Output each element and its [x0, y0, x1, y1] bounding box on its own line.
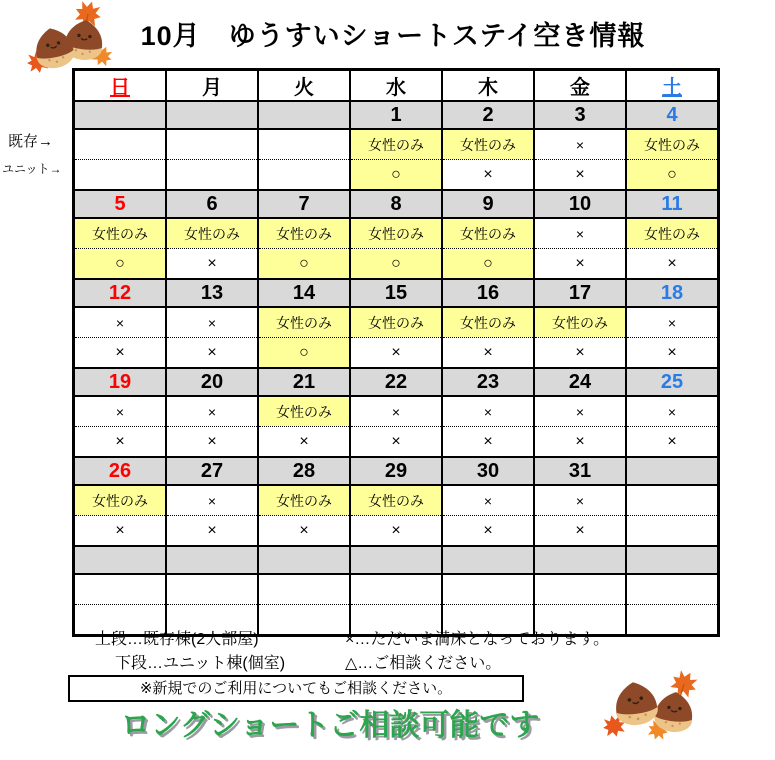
unit-building-status-cell: × [626, 249, 719, 280]
date-cell: 27 [166, 457, 258, 485]
date-cell [534, 546, 626, 574]
unit-building-status-cell: × [166, 338, 258, 369]
unit-building-status-cell: × [350, 516, 442, 547]
date-cell: 12 [74, 279, 167, 307]
unit-building-status-cell: × [74, 338, 167, 369]
unit-building-status-cell [626, 605, 719, 636]
existing-building-status-cell: 女性のみ [350, 485, 442, 516]
date-cell: 19 [74, 368, 167, 396]
existing-building-status-cell: × [166, 396, 258, 427]
unit-building-status-cell: × [258, 427, 350, 458]
long-short-banner: ロングショートご相談可能です [120, 709, 540, 742]
unit-building-row-label: ユニット→ [2, 162, 62, 176]
date-cell: 6 [166, 190, 258, 218]
date-cell: 4 [626, 101, 719, 129]
unit-building-status-cell: × [534, 249, 626, 280]
date-cell: 20 [166, 368, 258, 396]
lower-row [74, 516, 719, 547]
existing-building-status-cell [74, 129, 167, 160]
date-cell: 22 [350, 368, 442, 396]
lower-row [74, 160, 719, 191]
date-row [74, 457, 719, 485]
existing-building-status-cell: 女性のみ [442, 129, 534, 160]
lower-row [74, 338, 719, 369]
unit-building-status-cell: × [258, 516, 350, 547]
weekday-header: 月 [166, 70, 258, 102]
existing-building-status-cell: × [442, 485, 534, 516]
unit-building-status-cell: ○ [442, 249, 534, 280]
unit-building-status-cell: × [442, 160, 534, 191]
existing-building-status-cell: 女性のみ [74, 485, 167, 516]
weekday-header: 水 [350, 70, 442, 102]
unit-building-status-cell: × [534, 338, 626, 369]
date-cell: 30 [442, 457, 534, 485]
date-cell: 8 [350, 190, 442, 218]
weekday-header: 火 [258, 70, 350, 102]
unit-building-status-cell: × [442, 338, 534, 369]
existing-building-status-cell: 女性のみ [626, 218, 719, 249]
date-cell: 21 [258, 368, 350, 396]
existing-building-status-cell [258, 129, 350, 160]
existing-building-status-cell [626, 574, 719, 605]
existing-building-row-label: 既存→ [8, 133, 54, 150]
unit-building-status-cell [626, 516, 719, 547]
date-cell [258, 546, 350, 574]
upper-row [74, 218, 719, 249]
existing-building-status-cell: 女性のみ [534, 307, 626, 338]
date-cell: 29 [350, 457, 442, 485]
existing-building-status-cell: 女性のみ [166, 218, 258, 249]
date-cell [626, 457, 719, 485]
existing-building-status-cell: × [166, 307, 258, 338]
existing-building-status-cell: × [534, 485, 626, 516]
existing-building-status-cell: × [626, 396, 719, 427]
existing-building-status-cell: 女性のみ [350, 218, 442, 249]
date-cell [258, 101, 350, 129]
new-user-note: ※新規でのご利用についてもご相談ください。 [68, 675, 524, 702]
date-cell [74, 101, 167, 129]
unit-building-status-cell: ○ [350, 249, 442, 280]
existing-building-status-cell: 女性のみ [74, 218, 167, 249]
existing-building-status-cell [626, 485, 719, 516]
unit-building-status-cell: ○ [258, 338, 350, 369]
existing-building-status-cell [74, 574, 167, 605]
existing-building-status-cell: 女性のみ [626, 129, 719, 160]
existing-building-status-cell [350, 574, 442, 605]
existing-building-status-cell [166, 574, 258, 605]
existing-building-status-cell: × [350, 396, 442, 427]
unit-building-status-cell: × [166, 427, 258, 458]
existing-building-status-cell: 女性のみ [442, 218, 534, 249]
weekday-header: 金 [534, 70, 626, 102]
date-cell: 14 [258, 279, 350, 307]
existing-building-status-cell: 女性のみ [258, 307, 350, 338]
date-cell [74, 546, 167, 574]
chestnuts-maple-leaves-icon [596, 668, 714, 750]
existing-building-status-cell: × [74, 307, 167, 338]
unit-building-status-cell: × [350, 338, 442, 369]
legend-upper-row: 上段…既存棟(2人部屋) [95, 631, 259, 648]
date-cell: 26 [74, 457, 167, 485]
date-cell: 9 [442, 190, 534, 218]
unit-building-status-cell: × [534, 160, 626, 191]
date-cell: 2 [442, 101, 534, 129]
unit-building-status-cell: × [534, 427, 626, 458]
unit-building-status-cell: × [534, 516, 626, 547]
lower-row [74, 249, 719, 280]
unit-building-status-cell: × [626, 427, 719, 458]
unit-building-status-cell [258, 605, 350, 636]
weekday-header-row [74, 70, 719, 102]
legend-consult-mark: △…ご相談ください。 [345, 655, 502, 672]
date-cell: 28 [258, 457, 350, 485]
weekday-header: 木 [442, 70, 534, 102]
date-cell: 24 [534, 368, 626, 396]
unit-building-status-cell: × [166, 516, 258, 547]
unit-building-status-cell: × [350, 427, 442, 458]
date-cell: 23 [442, 368, 534, 396]
unit-building-status-cell [258, 160, 350, 191]
upper-row [74, 574, 719, 605]
unit-building-status-cell: × [442, 516, 534, 547]
date-cell [350, 546, 442, 574]
existing-building-status-cell: × [534, 129, 626, 160]
date-cell: 7 [258, 190, 350, 218]
lower-row [74, 427, 719, 458]
unit-building-status-cell [74, 160, 167, 191]
unit-building-status-cell: × [626, 338, 719, 369]
existing-building-status-cell: 女性のみ [350, 129, 442, 160]
unit-building-status-cell: × [442, 427, 534, 458]
weekday-header: 土 [626, 70, 719, 102]
weekday-header: 日 [74, 70, 167, 102]
existing-building-status-cell [166, 129, 258, 160]
date-row [74, 368, 719, 396]
existing-building-status-cell: × [442, 396, 534, 427]
existing-building-status-cell [442, 574, 534, 605]
existing-building-status-cell [534, 574, 626, 605]
availability-calendar [72, 68, 720, 637]
existing-building-status-cell: × [534, 218, 626, 249]
existing-building-status-cell: 女性のみ [350, 307, 442, 338]
date-cell: 3 [534, 101, 626, 129]
date-cell: 16 [442, 279, 534, 307]
existing-building-status-cell: 女性のみ [258, 396, 350, 427]
unit-building-status-cell: ○ [350, 160, 442, 191]
upper-row [74, 485, 719, 516]
date-row [74, 190, 719, 218]
date-cell: 1 [350, 101, 442, 129]
unit-building-status-cell: ○ [626, 160, 719, 191]
unit-building-status-cell [166, 160, 258, 191]
chestnuts-maple-leaves-icon [16, 0, 118, 76]
date-cell [626, 546, 719, 574]
date-cell: 5 [74, 190, 167, 218]
upper-row [74, 129, 719, 160]
date-cell: 25 [626, 368, 719, 396]
date-cell: 11 [626, 190, 719, 218]
upper-row [74, 396, 719, 427]
unit-building-status-cell: × [74, 427, 167, 458]
unit-building-status-cell: ○ [258, 249, 350, 280]
legend-lower-row: 下段…ユニット棟(個室) [115, 655, 286, 672]
date-cell [166, 546, 258, 574]
upper-row [74, 307, 719, 338]
unit-building-status-cell: × [166, 249, 258, 280]
date-cell [442, 546, 534, 574]
date-row [74, 546, 719, 574]
unit-building-status-cell: × [74, 516, 167, 547]
date-row [74, 279, 719, 307]
existing-building-status-cell: × [534, 396, 626, 427]
existing-building-status-cell: × [166, 485, 258, 516]
existing-building-status-cell: × [74, 396, 167, 427]
date-cell [166, 101, 258, 129]
existing-building-status-cell: 女性のみ [258, 218, 350, 249]
unit-building-status-cell: ○ [74, 249, 167, 280]
date-cell: 10 [534, 190, 626, 218]
date-cell: 17 [534, 279, 626, 307]
date-cell: 31 [534, 457, 626, 485]
existing-building-status-cell: 女性のみ [442, 307, 534, 338]
page-title: 10月 ゆうすいショートステイ空き情報 [140, 21, 646, 51]
existing-building-status-cell: 女性のみ [258, 485, 350, 516]
existing-building-status-cell [258, 574, 350, 605]
date-cell: 13 [166, 279, 258, 307]
date-cell: 15 [350, 279, 442, 307]
existing-building-status-cell: × [626, 307, 719, 338]
date-cell: 18 [626, 279, 719, 307]
date-row [74, 101, 719, 129]
legend-full-mark: ×…ただいま満床となっております。 [345, 631, 610, 648]
